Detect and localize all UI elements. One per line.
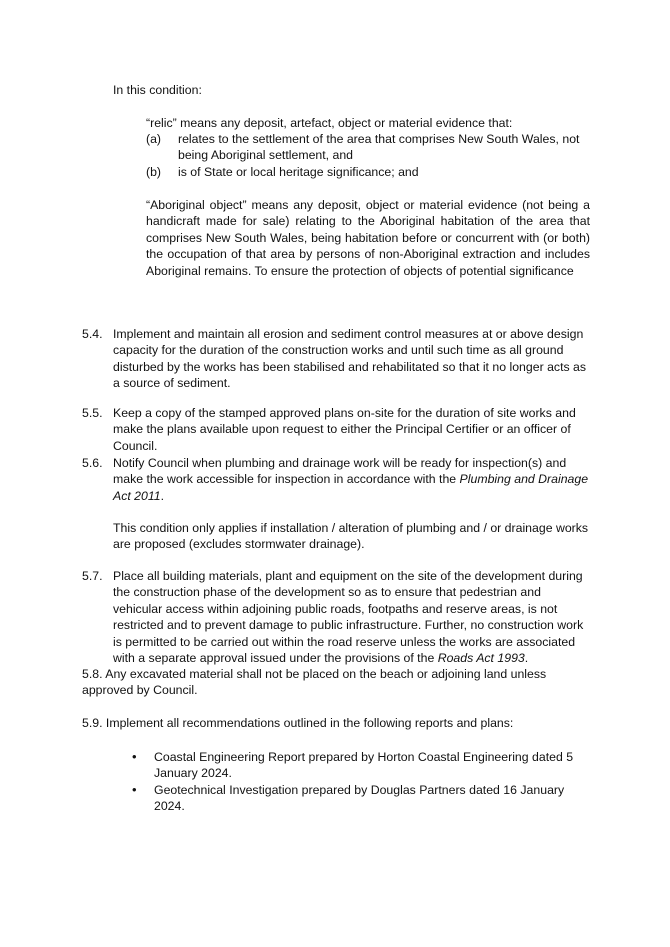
roads-act-citation: Roads Act 1993 xyxy=(437,651,525,666)
condition-5-5-text: Keep a copy of the stamped approved plans on-site for the duration of site works and make the plans available upon request to either the Principal Certifier or an officer of Council. xyxy=(113,406,576,453)
aboriginal-object-definition: “Aboriginal object” means any deposit, object or material evidence (not being a handicraft made for sale) relating to the Aboriginal habitation of the area that comprises New South Wales, being habitation before or concurrent with (or both) the occupation of that area by persons of non-Aboriginal extraction and includes Aboriginal remains. To ensure the protection of objects of potential significance xyxy=(146,198,590,278)
relic-definition: “relic” means any deposit, artefact, object or material evidence that: xyxy=(146,116,513,130)
report-list-item: Geotechnical Investigation prepared by Douglas Partners dated 16 January 2024. xyxy=(154,783,565,814)
condition-5-6-text: Notify Council when plumbing and drainage work will be ready for inspection(s) and make the work accessible for inspection in accordance with the Plumbing and Drainage Act 2011. xyxy=(113,456,589,503)
condition-5-8-text: 5.8. Any excavated material shall not be placed on the beach or adjoining land unless approved by Council. xyxy=(82,667,547,698)
report-list-item: Coastal Engineering Report prepared by Horton Coastal Engineering dated 5 January 2024. xyxy=(154,750,574,781)
condition-5-6-number: 5.6. xyxy=(82,456,103,470)
condition-5-9-text: 5.9. Implement all recommendations outlined in the following reports and plans: xyxy=(82,716,514,730)
bullet-icon: • xyxy=(132,749,137,764)
condition-5-4-number: 5.4. xyxy=(82,327,103,341)
relic-item-b-text: is of State or local heritage significance; and xyxy=(178,165,419,179)
relic-item-a-text: relates to the settlement of the area that comprises New South Wales, not being Aboriginal settlement, and xyxy=(178,132,580,163)
relic-item-a-label: (a) xyxy=(146,132,162,146)
condition-5-4-text: Implement and maintain all erosion and sediment control measures at or above design capacity for the duration of the construction works and until such time as all ground disturbed by the works has been stabilised and rehabilitated so that it no longer acts as a source of sediment. xyxy=(113,327,587,391)
condition-5-7-number: 5.7. xyxy=(82,569,103,583)
bullet-icon: • xyxy=(132,782,137,797)
relic-item-b-label: (b) xyxy=(146,165,162,179)
plumbing-act-citation: Plumbing and Drainage Act 2011 xyxy=(113,472,589,503)
condition-5-5-number: 5.5. xyxy=(82,406,103,420)
condition-5-6-note: This condition only applies if installation / alteration of plumbing and / or drainage works are proposed (excludes stormwater drainage). xyxy=(113,521,589,552)
condition-5-7-text: Place all building materials, plant and equipment on the site of the development during the construction phase of the development so as to ensure that pedestrian and vehicular access within adjoining public roads, footpaths and reserve areas, is not restricted and to prevent damage to public infrastructure. Further, no construction work is permitted to be carried out within the road reserve unless the works are associated with a separate approval issued under the provisions of the Roads Act 1993. xyxy=(113,569,584,666)
intro-text: In this condition: xyxy=(113,83,202,97)
